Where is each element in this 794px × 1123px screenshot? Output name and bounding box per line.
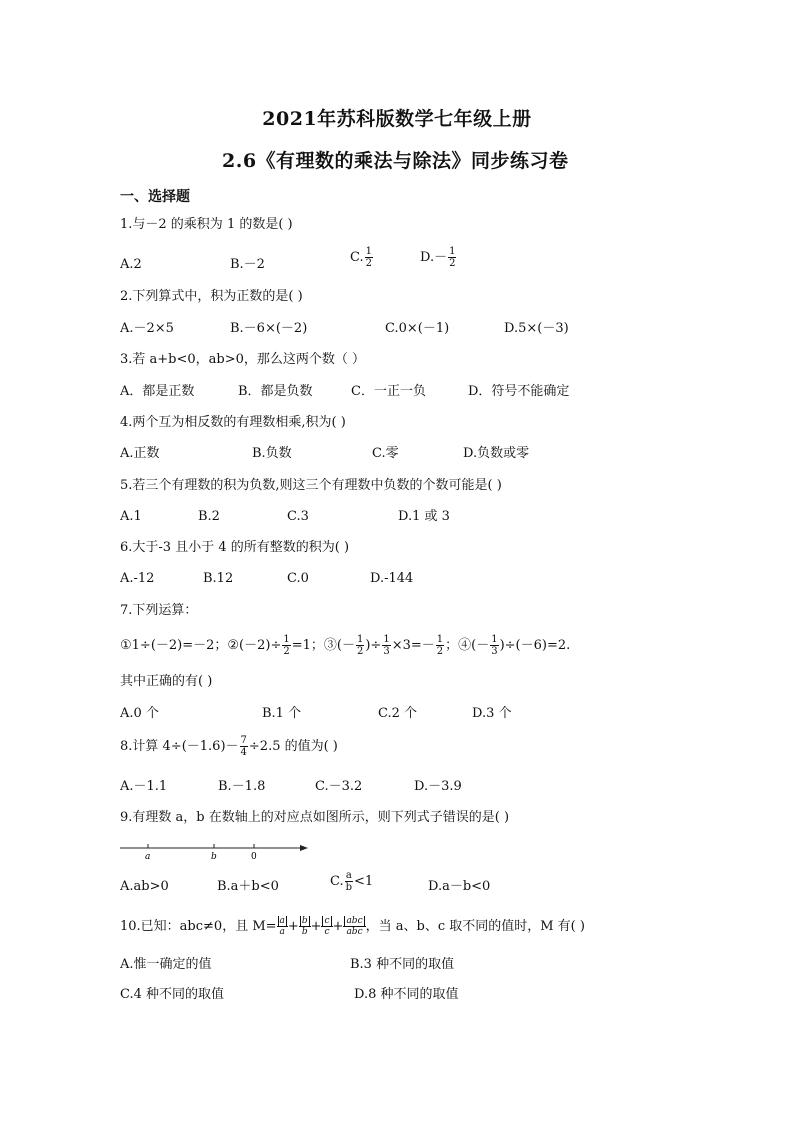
q2-option-a: A.－2×5	[120, 321, 174, 336]
q9-option-d: D.a－b<0	[428, 879, 491, 894]
q10-option-b: B.3 种不同的取值	[350, 957, 455, 972]
q1-option-b: B.－2	[230, 257, 265, 272]
abs-fraction: $\frac{\text{abc}}{\text{abc}}$	[343, 916, 365, 937]
q5-option-c: C.3	[287, 509, 309, 524]
abs-fraction: $\frac{c}{c}$	[321, 916, 332, 937]
q8-option-c: C.－3.2	[315, 779, 363, 794]
q3-option-b: B．都是负数	[238, 384, 313, 399]
q2-option-d: D.5×(－3)	[504, 321, 569, 336]
label-b: b	[211, 852, 217, 862]
q9-option-a: A.ab>0	[120, 879, 169, 894]
fraction: $\frac{7}{4}$	[240, 735, 247, 758]
q4-option-a: A.正数	[120, 446, 160, 461]
fraction: $\frac{1}{3}$	[383, 634, 390, 657]
q10-option-a: A.惟一确定的值	[120, 957, 212, 972]
fraction: $\frac{1}{2}$	[365, 246, 372, 269]
q7-follow: 其中正确的有( )	[120, 674, 213, 689]
fraction: $\frac{1}{2}$	[449, 246, 456, 269]
fraction: $\frac{1}{2}$	[436, 634, 444, 657]
fraction: $\frac{1}{2}$	[356, 634, 364, 657]
q3-option-c: C．一正一负	[351, 384, 426, 399]
q6-option-b: B.12	[203, 571, 234, 586]
q10-stem: 10.已知：abc≠0，且 M= $\frac{a}{a}$ + $\frac{b}{b}$ + $\frac{c}{c}$ + $\frac{\text{abc}}{\text{abc}}$ ，当 a、b、c 取不同的值时，M 有( )	[120, 916, 585, 937]
fraction: $\frac{1}{3}$	[491, 634, 498, 657]
abs-fraction: $\frac{a}{a}$	[277, 916, 288, 937]
q5-option-d: D.1 或 3	[398, 509, 450, 524]
q8-stem: 8.计算 4÷(－1.6)－ $\frac{7}{4}$ ÷2.5 的值为( )	[120, 735, 338, 758]
section-heading: 一、选择题	[120, 189, 190, 205]
q5-option-a: A.1	[120, 509, 142, 524]
q7-option-b: B.1 个	[262, 706, 302, 721]
q1-stem: 1.与－2 的乘积为 1 的数是( )	[120, 217, 293, 232]
q3-stem: 3.若 a+b<0，ab>0，那么这两个数（ ）	[120, 352, 366, 367]
q7-option-a: A.0 个	[120, 706, 159, 721]
q6-option-c: C.0	[287, 571, 309, 586]
q5-option-b: B.2	[198, 509, 220, 524]
label-a: a	[145, 852, 151, 862]
q5-stem: 5.若三个有理数的积为负数,则这三个有理数中负数的个数可能是( )	[120, 478, 502, 493]
abs-fraction: $\frac{b}{b}$	[299, 916, 311, 937]
q7-expressions: ①1÷(－2)=－2；②(－2)÷ $\frac{1}{2}$ =1；③(－ $\frac{1}{2}$ )÷ $\frac{1}{3}$ ×3=－ $\frac{1}{2}$ ；④(－ $\frac{1}{3}$ )÷(－6)=2.	[120, 634, 571, 657]
fraction: $\frac{a}{b}$	[345, 870, 353, 893]
label-0: 0	[251, 852, 257, 862]
q9-option-b: B.a＋b<0	[217, 879, 279, 894]
q9-option-c: C. $\frac{a}{b}$ <1	[330, 870, 374, 893]
q4-stem: 4.两个互为相反数的有理数相乘,积为( )	[120, 415, 346, 430]
q10-option-d: D.8 种不同的取值	[354, 987, 459, 1002]
q6-option-a: A.-12	[120, 571, 155, 586]
q4-option-b: B.负数	[252, 446, 292, 461]
q8-option-d: D.－3.9	[414, 779, 462, 794]
q6-stem: 6.大于-3 且小于 4 的所有整数的积为( )	[120, 540, 350, 555]
q3-option-d: D．符号不能确定	[468, 384, 570, 399]
q10-option-c: C.4 种不同的取值	[120, 987, 225, 1002]
q7-option-d: D.3 个	[472, 706, 512, 721]
q4-option-d: D.负数或零	[463, 446, 530, 461]
q2-option-b: B.－6×(－2)	[230, 321, 308, 336]
doc-title-line1: 2021年苏科版数学七年级上册	[262, 108, 532, 130]
q9-stem: 9.有理数 a，b 在数轴上的对应点如图所示，则下列式子错误的是( )	[120, 810, 510, 825]
q3-option-a: A．都是正数	[120, 384, 195, 399]
number-line-arrow	[300, 845, 308, 851]
q2-option-c: C.0×(－1)	[385, 321, 450, 336]
q4-option-c: C.零	[372, 446, 399, 461]
q8-option-a: A.－1.1	[120, 779, 168, 794]
q2-stem: 2.下列算式中，积为正数的是( )	[120, 289, 303, 304]
fraction: $\frac{1}{2}$	[283, 634, 290, 657]
number-line	[118, 840, 318, 864]
q7-option-c: C.2 个	[378, 706, 418, 721]
q1-option-d: D.－ $\frac{1}{2}$	[420, 246, 456, 269]
q1-option-c: C. $\frac{1}{2}$	[350, 246, 372, 269]
q7-stem: 7.下列运算：	[120, 603, 198, 618]
q6-option-d: D.-144	[370, 571, 414, 586]
doc-title-line2: 2.6《有理数的乘法与除法》同步练习卷	[222, 150, 569, 172]
q8-option-b: B.－1.8	[218, 779, 266, 794]
q1-option-a: A.2	[120, 257, 142, 272]
